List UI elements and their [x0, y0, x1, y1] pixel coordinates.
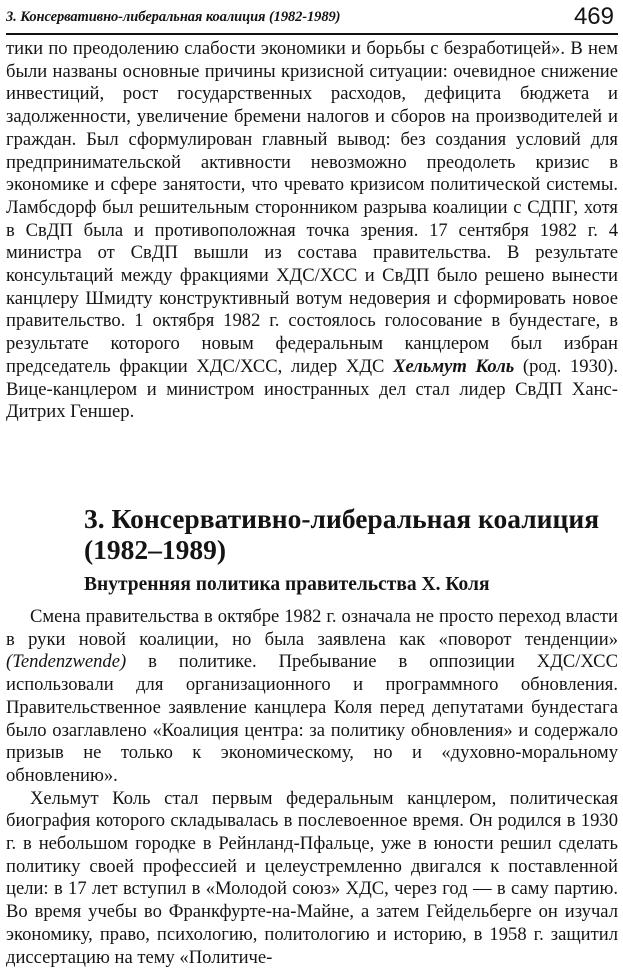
- body-text-top: [6, 38, 618, 424]
- paragraph: [6, 38, 618, 424]
- emphasized-term: (Tendenzwende): [6, 651, 127, 673]
- body-text-bottom: [6, 606, 618, 969]
- page-number: 469: [573, 3, 614, 30]
- paragraph-text: Смена правительства в октябре 1982 г. означала не просто переход власти в руки новой коалиции, но была заявлена как «поворот тенденции»: [6, 606, 618, 650]
- header-rule: [6, 33, 618, 35]
- paragraph-text-continued: (род. 1930). Вице-канцлером и министром иностранных дел стал лидер СвДП Ханс-Дитрих Геншер.: [6, 355, 619, 423]
- paragraph-text-continued: в политике. Пребывание в оппозиции ХДС/ХСС использовали для организационного и программного обновления. Правительственное заявление канцлера Коля перед депутатами бундестага было озаглавлено «Коалиция центра: за политику обновления» и содержало призыв не только к экономическому, но и «духовно-моральному обновлению».: [6, 651, 618, 786]
- running-title: 3. Консервативно-либеральная коалиция (1982-1989): [6, 9, 341, 25]
- paragraph: [6, 606, 618, 788]
- section-heading: 3. Консервативно-либеральная коалиция (1982–1989): [84, 503, 600, 565]
- running-head: [6, 0, 618, 34]
- paragraph-text: тики по преодолению слабости экономики и борьбы с безработицей». В нем были названы основные причины кризисной ситуации: очевидное снижение инвестиций, рост государственных расходов, дефицита бюджета и задолженности, увеличение бремени налогов и сборов на производителей и граждан. Был сформулирован главный вывод: без создания условий для предпринимательской активности невозможно преодолеть кризис в экономике и сфере занятости, что чревато кризисом политической системы. Ламбсдорф был решительным сторонником разрыва коалиции с СДПГ, хотя в СвДП была и противоположная точка зрения. 17 сентября 1982 г. 4 министра от СвДП вышли из состава правительства. В результате консультаций между фракциями ХДС/ХСС и СвДП было решено вынести канцлеру Шмидту конструктивный вотум недоверия и сформировать новое правительство. 1 октября 1982 г. состоялось голосование в бундестаге, в результате которого новым федеральным канцлером был избран председатель фракции ХДС/ХСС, лидер ХДС: [6, 38, 618, 377]
- emphasized-name: Хельмут Коль: [393, 355, 515, 377]
- subsection-heading: Внутренняя политика правительства Х. Коля: [84, 574, 490, 595]
- paragraph: Хельмут Коль стал первым федеральным канцлером, политическая биография которого складывалась в послевоенное время. Он родился в 1930 г. в небольшом городке в Рейнланд-Пфальце, уже в юности решил сделать политику своей профессией и целеустремленно двигался к поставленной цели: в 17 лет вступил в «Молодой союз» ХДС, через год — в саму партию. Во время учебы во Франкфурте-на-Майне, а затем Гейдельберге он изучал экономику, право, психологию, политологию и историю, в 1958 г. защитил диссертацию на тему «Политиче-: [6, 787, 618, 968]
